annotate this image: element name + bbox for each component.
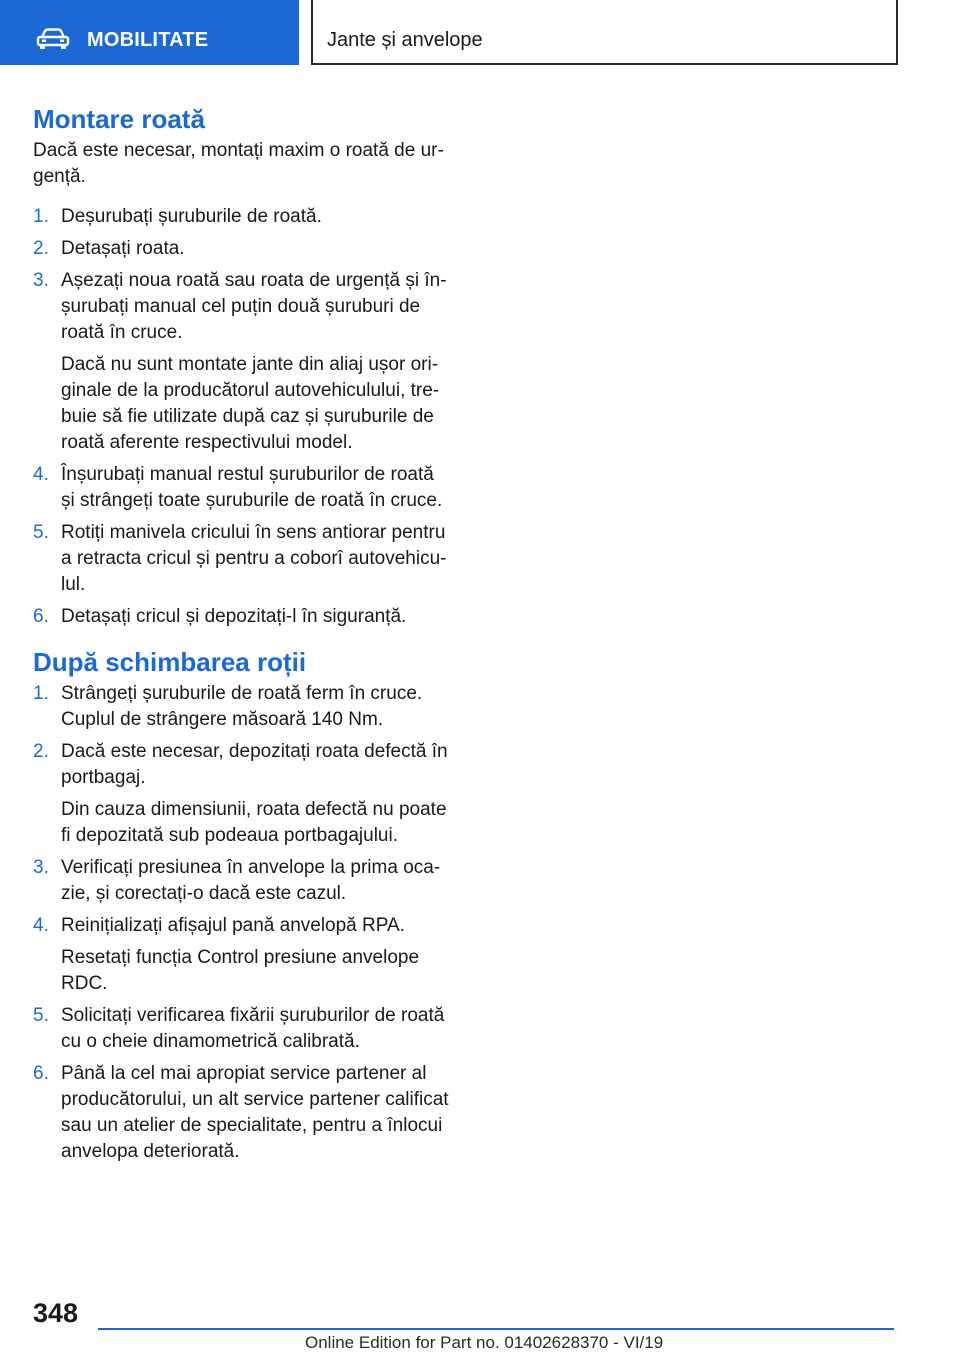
step-number: 6. <box>33 606 49 627</box>
step-item <box>33 855 453 907</box>
section-title: Montare roată <box>33 104 205 134</box>
steps-list <box>33 681 453 1165</box>
step-number: 6. <box>33 1063 49 1084</box>
step-item <box>33 462 453 514</box>
step-number: 4. <box>33 915 49 936</box>
step-text: Rotiți manivela cricului în sens antiorar pentru a retracta cricul și pentru a coborî autovehicu- lul. <box>61 522 447 595</box>
step-text: Dacă este necesar, depozitați roata defectă în portbagaj. <box>61 741 448 788</box>
page-number: 348 <box>33 1298 79 1328</box>
step-text: Detașați cricul și depozitați-l în siguranță. <box>61 606 407 627</box>
section-intro: Dacă este necesar, montați maxim o roată de ur- gență. <box>33 140 444 187</box>
section-after-change <box>33 646 453 1165</box>
section-tab[interactable] <box>0 0 299 65</box>
step-note: Din cauza dimensiunii, roata defectă nu poate fi depozitată sub podeaua portbagajului. <box>61 799 447 846</box>
step-number: 2. <box>33 238 49 259</box>
step-number: 5. <box>33 522 49 543</box>
step-number: 2. <box>33 741 49 762</box>
section-title: După schimbarea roții <box>33 647 307 677</box>
step-text: Detașați roata. <box>61 238 185 259</box>
step-text: Așezați noua roată sau roata de urgență și în- șurubați manual cel puțin două șuruburi de roată în cruce. <box>61 270 447 343</box>
edition-label: Online Edition for Part no. 01402628370 - VI/19 <box>305 1333 664 1352</box>
section-mount-wheel <box>33 103 453 630</box>
content-column <box>33 103 453 1171</box>
step-item <box>33 204 453 230</box>
step-text: Verificați presiunea în anvelope la prima oca- zie, și corectați-o dacă este cazul. <box>61 857 441 904</box>
steps-list <box>33 204 453 630</box>
step-text: Strângeți șuruburile de roată ferm în cruce. Cuplul de strângere măsoară 140 Nm. <box>61 683 423 730</box>
step-note: Resetați funcția Control presiune anvelope RDC. <box>61 947 420 994</box>
chapter-header <box>311 0 898 65</box>
step-number: 1. <box>33 683 49 704</box>
step-text: Solicitați verificarea fixării șuruburilor de roată cu o cheie dinamometrică calibrată. <box>61 1005 445 1052</box>
step-text: Înșurubați manual restul șuruburilor de roată și strângeți toate șuruburile de roată în cruce. <box>61 464 443 511</box>
step-text: Reinițializați afișajul pană anvelopă RPA. <box>61 915 405 936</box>
section-label: MOBILITATE <box>87 29 209 51</box>
step-number: 5. <box>33 1005 49 1026</box>
chapter-label: Jante și anvelope <box>327 29 483 51</box>
step-number: 1. <box>33 206 49 227</box>
step-note: Dacă nu sunt montate jante din aliaj ușor ori- ginale de la producătorul autovehiculului, tre- buie să fie utilizate după caz și șuruburile de roată aferente respectivului model. <box>61 354 440 453</box>
step-item <box>33 1061 453 1165</box>
step-item <box>33 268 453 456</box>
step-item <box>33 1003 453 1055</box>
step-item <box>33 913 453 997</box>
step-item <box>33 739 453 849</box>
footer-divider <box>98 1328 894 1330</box>
car-icon <box>36 28 70 50</box>
step-item <box>33 604 453 630</box>
step-number: 3. <box>33 857 49 878</box>
step-item <box>33 681 453 733</box>
step-number: 3. <box>33 270 49 291</box>
step-text: Până la cel mai apropiat service partener al producătorului, un alt service partener calificat sau un atelier de specialitate, pentru a înlocui anvelopa deteriorată. <box>61 1063 449 1162</box>
step-item <box>33 236 453 262</box>
step-text: Deșurubați șuruburile de roată. <box>61 206 322 227</box>
step-number: 4. <box>33 464 49 485</box>
step-item <box>33 520 453 598</box>
